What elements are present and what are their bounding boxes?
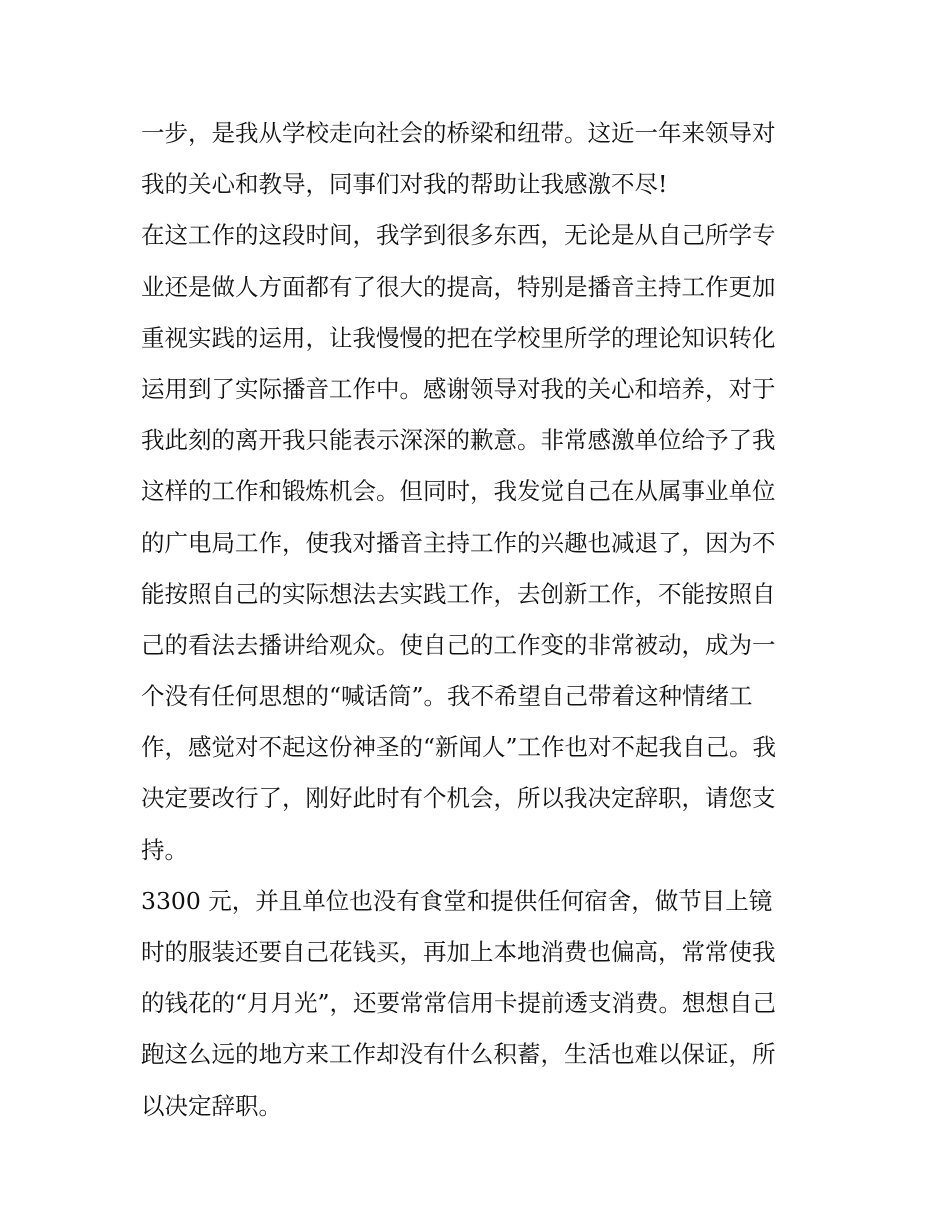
text-line: 决定要改行了，刚好此时有个机会，所以我决定辞职，请您支 xyxy=(141,784,776,813)
text-line: 在这工作的这段时间，我学到很多东西，无论是从自己所学专 xyxy=(141,221,776,250)
text-line: 我此刻的离开我只能表示深深的歉意。非常感激单位给予了我 xyxy=(141,426,776,455)
text-line: 的钱花的“月月光”，还要常常信用卡提前透支消费。想想自己 xyxy=(141,989,777,1018)
body-text xyxy=(141,112,821,1136)
text-line: 业还是做人方面都有了很大的提高，特别是播音主持工作更加 xyxy=(141,272,776,301)
text-line: 以决定辞职。 xyxy=(141,1091,282,1120)
text-line: 能按照自己的实际想法去实践工作，去创新工作，不能按照自 xyxy=(141,579,776,608)
text-line: 个没有任何思想的“喊话筒”。我不希望自己带着这种情绪工 xyxy=(141,682,753,711)
text-line: 运用到了实际播音工作中。感谢领导对我的关心和培养，对于 xyxy=(141,374,776,403)
text-line: 3300 元，并且单位也没有食堂和提供任何宿舍，做节目上镜 xyxy=(141,886,773,915)
text-line: 跑这么远的地方来工作却没有什么积蓄，生活也难以保证，所 xyxy=(141,1040,776,1069)
text-line: 己的看法去播讲给观众。使自己的工作变的非常被动，成为一 xyxy=(141,630,776,659)
text-line: 一步，是我从学校走向社会的桥梁和纽带。这近一年来领导对 xyxy=(141,119,776,147)
text-line: 作，感觉对不起这份神圣的“新闻人”工作也对不起我自己。我 xyxy=(141,733,777,762)
text-line: 重视实践的运用，让我慢慢的把在学校里所学的理论知识转化 xyxy=(141,323,776,352)
text-line: 的广电局工作，使我对播音主持工作的兴趣也减退了，因为不 xyxy=(141,528,776,557)
text-line: 这样的工作和锻炼机会。但同时，我发觉自己在从属事业单位 xyxy=(141,477,776,506)
text-line: 我的关心和教导，同事们对我的帮助让我感激不尽! xyxy=(141,170,668,199)
text-line: 持。 xyxy=(141,835,188,864)
text-line: 时的服装还要自己花钱买，再加上本地消费也偏高，常常使我 xyxy=(141,938,776,966)
